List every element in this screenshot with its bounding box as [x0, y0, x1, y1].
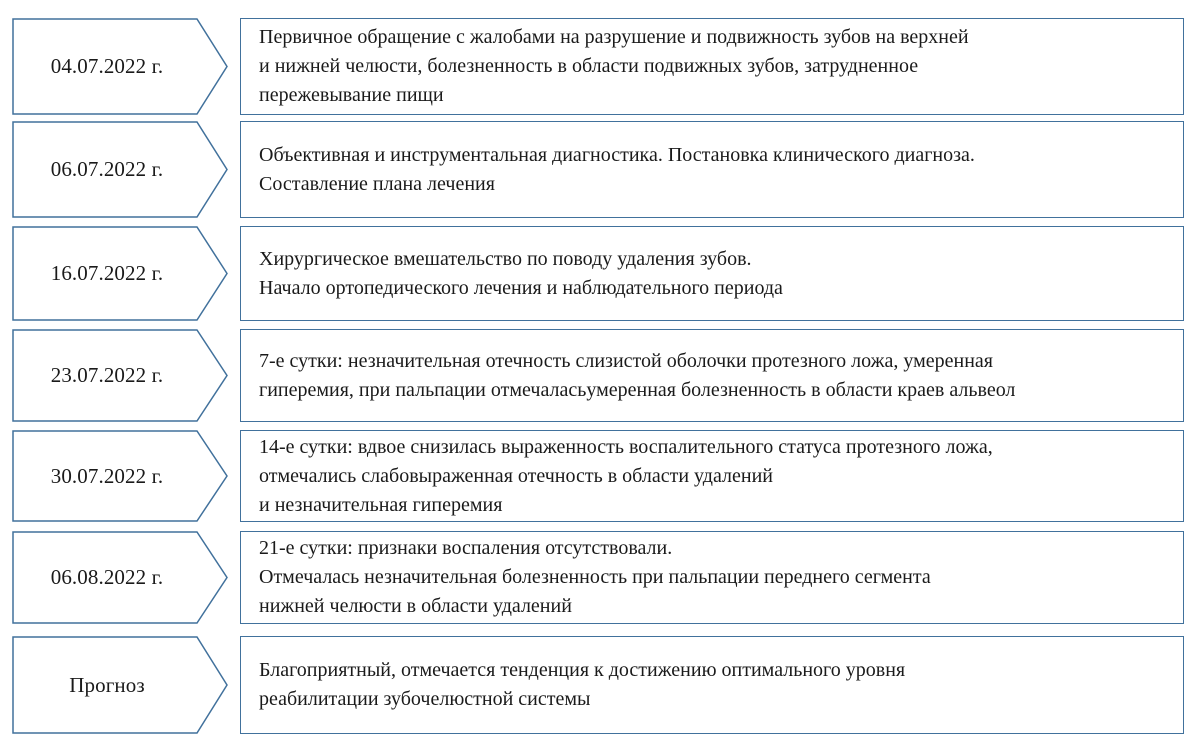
timeline-row	[0, 531, 1200, 624]
description-line: и нижней челюсти, болезненность в области подвижных зубов, затрудненное	[259, 55, 919, 77]
description-line: отмечались слабовыраженная отечность в области удалений	[259, 464, 773, 487]
date-label: 23.07.2022 г.	[50, 363, 164, 387]
timeline-row	[0, 430, 1200, 522]
timeline-row	[0, 121, 1200, 218]
description-box	[240, 531, 1184, 624]
description-line: Благоприятный, отмечается тенденция к достижению оптимального уровня	[259, 659, 906, 681]
timeline-row	[0, 636, 1200, 734]
description-box	[240, 430, 1184, 522]
description-box	[240, 121, 1184, 218]
description-box	[240, 329, 1184, 422]
description-box	[240, 636, 1184, 734]
description-line: Объективная и инструментальная диагностика. Постановка клинического диагноза.	[259, 143, 975, 166]
description-line: реабилитации зубочелюстной системы	[259, 688, 591, 710]
description-line: гиперемия, при пальпации отмечаласьумеренная болезненность в области краев альвеол	[259, 378, 1016, 401]
description-line: Хирургическое вмешательство по поводу удаления зубов.	[259, 247, 752, 270]
description-line: Составление плана лечения	[259, 172, 495, 195]
description-line: 7-е сутки: незначительная отечность слизистой оболочки протезного ложа, умеренная	[259, 349, 993, 372]
description-line: 14-е сутки: вдвое снизилась выраженность воспалительного статуса протезного ложа,	[259, 435, 993, 458]
description-line: Первичное обращение с жалобами на разрушение и подвижность зубов на верхней	[259, 26, 969, 48]
timeline-row	[0, 329, 1200, 422]
description-line: Отмечалась незначительная болезненность при пальпации переднего сегмента	[259, 566, 931, 588]
description-box	[240, 18, 1184, 115]
description-line: пережевывание пищи	[259, 84, 444, 106]
date-label: 06.08.2022 г.	[50, 565, 164, 589]
description-line: нижней челюсти в области удалений	[259, 595, 572, 617]
description-line: 21-е сутки: признаки воспаления отсутствовали.	[259, 537, 673, 559]
date-label: 06.07.2022 г.	[50, 157, 164, 181]
date-label: Прогноз	[69, 672, 145, 697]
date-label: 04.07.2022 г.	[50, 54, 164, 78]
description-box	[240, 226, 1184, 321]
description-line: и незначительная гиперемия	[259, 493, 503, 516]
timeline-row	[0, 18, 1200, 115]
date-label: 16.07.2022 г.	[50, 261, 164, 285]
description-line: Начало ортопедического лечения и наблюдательного периода	[259, 276, 783, 299]
timeline-row	[0, 226, 1200, 321]
date-label: 30.07.2022 г.	[50, 463, 164, 488]
